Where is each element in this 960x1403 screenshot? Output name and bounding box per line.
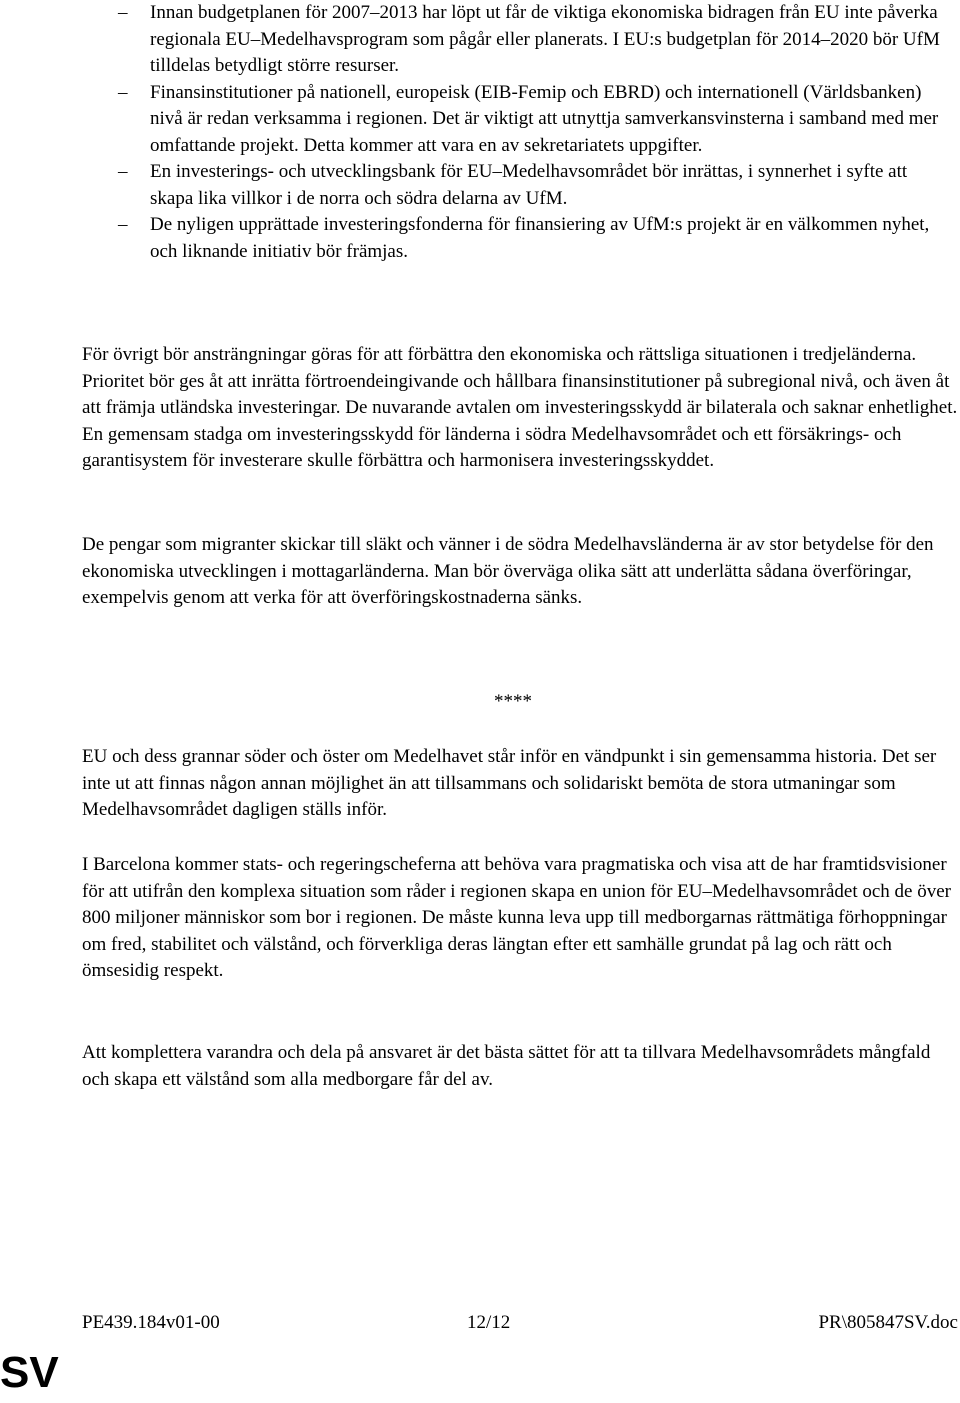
paragraph-conclusion: Att komplettera varandra och dela på ansvaret är det bästa sättet för att ta tillvara Medelhavsområdets mångfald och skapa ett välstånd som alla medborgare får del av. <box>82 1042 931 1090</box>
dash-bullet: – <box>118 81 128 103</box>
language-code: SV <box>0 1348 59 1397</box>
paragraph-legal-situation: För övrigt bör ansträngningar göras för att förbättra den ekonomiska och rättsliga situationen i tredjeländerna. Prioritet bör ges åt att inrätta förtroendeingivande och hållbara finansinstitutioner på subregional nivå, och även åt att främja utländska investeringar. De nuvarande avtalen om investeringsskydd är bilaterala och saknar enhetlighet. En gemensam stadga om investeringsskydd för länderna i södra Medelhavsområdet och ett försäkrings- och garantisystem för investerare skulle förbättra och harmonisera investeringsskyddet. <box>82 344 958 471</box>
page-number: 12/12 <box>467 1312 511 1333</box>
paragraph-turning-point: EU och dess grannar söder och öster om Medelhavet står inför en vändpunkt i sin gemensamma historia. Det ser inte ut att finnas någon annan möjlighet än att tillsammans och solidariskt bemöta de stora utmaningar som Medelhavsområdet dagligen ställs inför. <box>82 746 937 820</box>
list-item-text: Innan budgetplanen för 2007–2013 har löpt ut får de viktiga ekonomiska bidragen från EU inte påverka regionala EU–Medelhavsprogram som pågår eller planerats. I EU:s budgetplan för 2014–2020 bör UfM tilldelas betydligt större resurser. <box>150 2 940 76</box>
list-item <box>0 80 960 160</box>
page-footer <box>82 1310 958 1336</box>
list-item <box>0 212 960 265</box>
dash-bullet: – <box>118 214 128 235</box>
list-item-text: Finansinstitutioner på nationell, europeisk (EIB-Femip och EBRD) och internationell (Världsbanken) nivå är redan verksamma i regionen. Det är viktigt att utnyttja samverkansvinsterna i samband med mer omfattande projekt. Detta kommer att vara en av sekretariatets uppgifter. <box>150 81 939 156</box>
recommendation-list <box>0 0 960 265</box>
section-separator: **** <box>494 691 532 712</box>
dash-bullet: – <box>118 2 128 23</box>
paragraph-remittances: De pengar som migranter skickar till släkt och vänner i de södra Medelhavsländerna är av stor betydelse för den ekonomiska utvecklingen i mottagarländerna. Man bör överväga olika sätt att underlätta sådana överföringar, exempelvis genom att verka för att överföringskostnaderna sänks. <box>82 534 934 608</box>
file-reference: PR\805847SV.doc <box>818 1312 958 1333</box>
list-item-text: De nyligen upprättade investeringsfonderna för finansiering av UfM:s projekt är en välkommen nyhet, och liknande initiativ bör främjas. <box>150 214 930 262</box>
list-item <box>0 0 960 80</box>
document-reference: PE439.184v01-00 <box>82 1312 220 1333</box>
dash-bullet: – <box>118 161 128 182</box>
list-item-text: En investerings- och utvecklingsbank för EU–Medelhavsområdet bör inrättas, i synnerhet i syfte att skapa lika villkor i de norra och södra delarna av UfM. <box>150 161 908 209</box>
paragraph-barcelona: I Barcelona kommer stats- och regeringscheferna att behöva vara pragmatiska och visa att de har framtidsvisioner för att utifrån den komplexa situation som råder i regionen skapa en union för EU–Medelhavsområdet och de över 800 miljoner människor som bor i regionen. De måste kunna leva upp till medborgarnas rättmätiga förhoppningar om fred, stabilitet och välstånd, och förverkliga deras längtan efter ett samhälle grundat på lag och rätt och ömsesidig respekt. <box>82 854 951 981</box>
list-item <box>0 159 960 212</box>
